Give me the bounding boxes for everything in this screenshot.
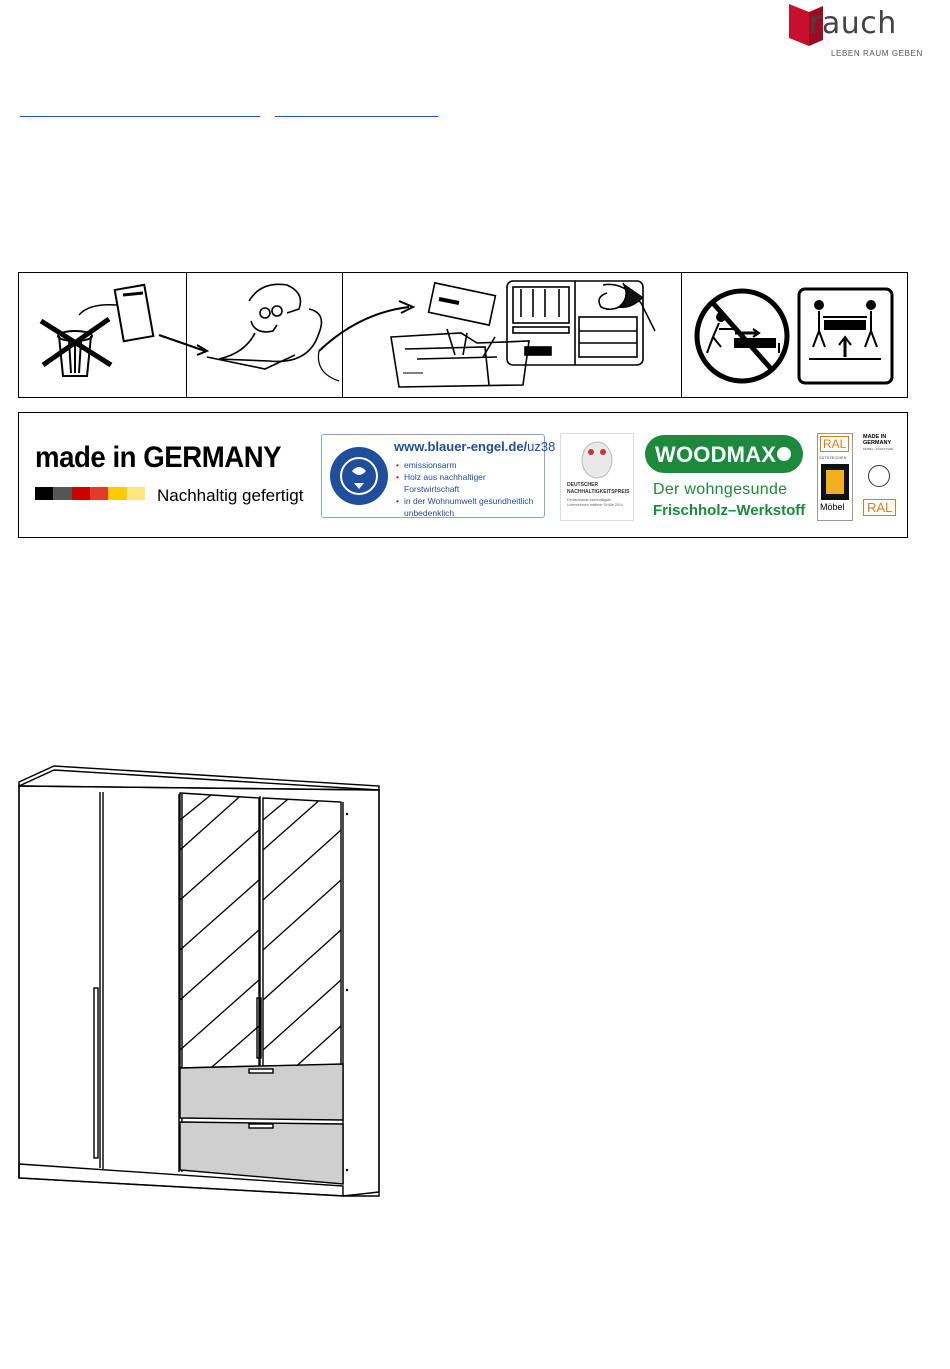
woodmax-line2: Frischholz–Werkstoff xyxy=(653,502,806,519)
ral-label: RAL xyxy=(820,436,849,452)
moebel-label: Möbel xyxy=(820,502,845,512)
woodmax-line1: Der wohngesunde xyxy=(653,481,788,498)
wardrobe-drawing xyxy=(17,760,383,1206)
certification-strip xyxy=(18,412,908,538)
ral-mig-heading: MADE IN GERMANY xyxy=(863,434,892,446)
ral-label: RAL xyxy=(863,499,896,516)
made-in-germany-title: made in GERMANY xyxy=(35,441,282,474)
carry-together-icon xyxy=(799,289,892,383)
made-in-germany-subtitle: Nachhaltig gefertigt xyxy=(157,486,304,505)
blauer-engel-item: • emissionsarm xyxy=(396,459,542,471)
rauch-logo xyxy=(785,0,923,62)
moebel-m-icon xyxy=(821,464,849,500)
nachhaltigkeitspreis-title: DEUTSCHER NACHHALTIGKEITSPREIS xyxy=(567,482,630,495)
nachhaltigkeitspreis-subtitle: Deutschlands nachhaltigste Unternehmen mittlerer Größe 2014 xyxy=(567,498,623,507)
nachhaltigkeitspreis-trophy-icon xyxy=(577,436,617,480)
link-underline-2[interactable] xyxy=(275,116,438,117)
blauer-engel-seal-icon xyxy=(328,445,390,507)
nachhaltigkeitspreis-badge xyxy=(560,433,634,521)
no-trash-icon xyxy=(41,285,207,376)
woodmax-name: WOODMAX xyxy=(655,442,777,467)
woodmax-logo xyxy=(645,435,803,473)
german-flag-bar xyxy=(35,487,145,500)
woodmax-dot-icon xyxy=(777,447,791,461)
file-manual-icon xyxy=(391,281,655,387)
instruction-pictograms xyxy=(19,273,907,397)
ral-seal-icon xyxy=(868,465,890,487)
blauer-engel-list xyxy=(396,459,542,519)
logo-tagline: LEBEN RAUM GEBEN xyxy=(831,49,923,58)
blauer-engel-url[interactable]: www.blauer-engel.de/uz38 xyxy=(394,439,556,454)
link-underline-1[interactable] xyxy=(20,116,260,117)
ral-moebel-badge xyxy=(817,433,853,521)
ral-guetezeichen: GÜTEZEICHEN xyxy=(819,456,847,460)
blauer-engel-item: • in der Wohnumwelt gesundheitlich unbedenklich xyxy=(396,495,542,519)
ral-mig-subheading: MÖBEL • FURNITURE xyxy=(863,447,894,451)
read-manual-icon xyxy=(207,284,413,381)
blauer-engel-badge xyxy=(321,434,556,518)
no-dragging-icon xyxy=(697,291,787,381)
logo-brand-text: rauch xyxy=(809,6,897,41)
ral-made-in-germany-badge xyxy=(862,433,896,519)
blauer-engel-item: • Holz aus nachhaltiger Forstwirtschaft xyxy=(396,471,542,495)
instruction-strip xyxy=(18,272,908,398)
